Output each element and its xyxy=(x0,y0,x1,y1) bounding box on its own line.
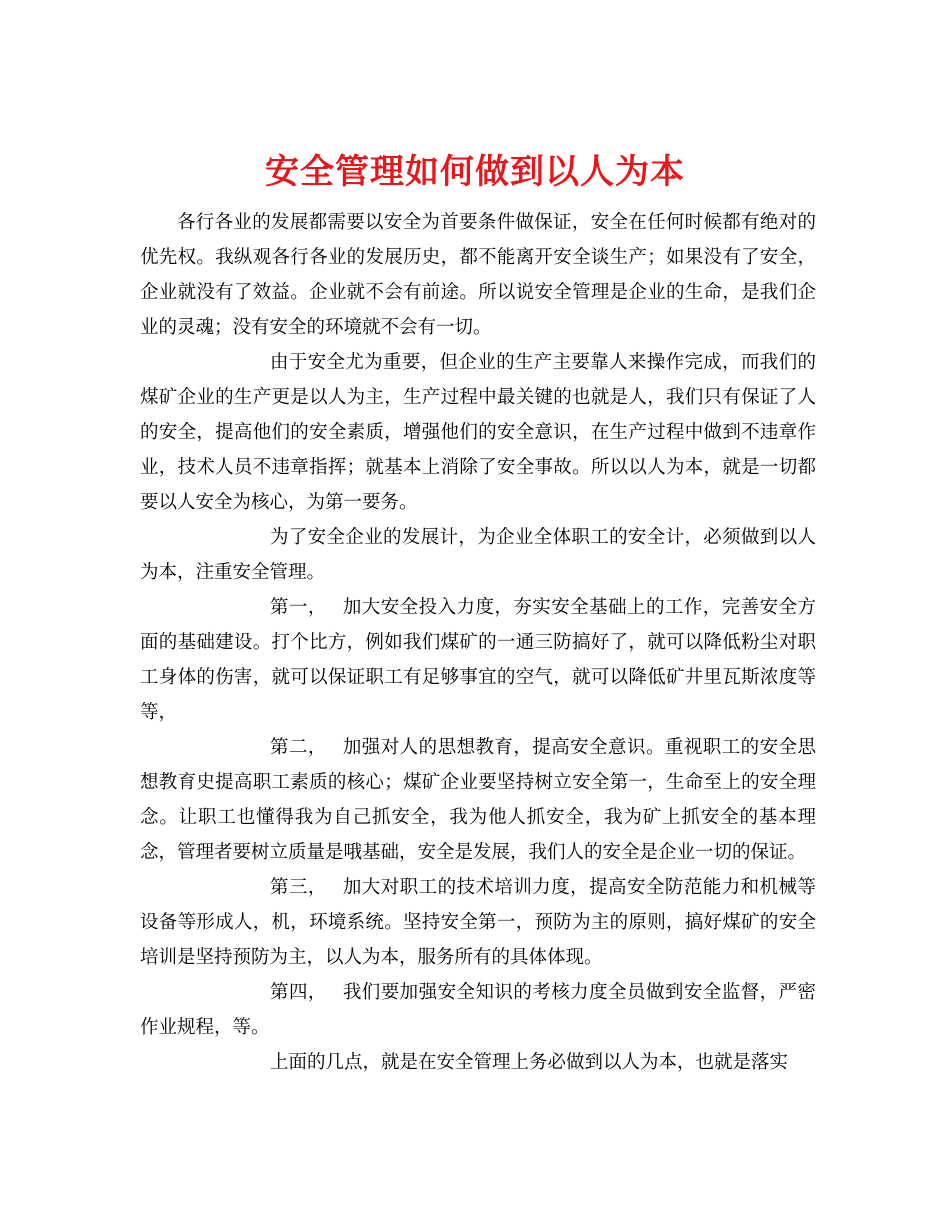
paragraph-point-1: 第一， 加大安全投入力度，夯实安全基础上的工作，完善安全方面的基础建设。打个比方，例如我们煤矿的一通三防搞好了，就可以降低粉尘对职工身体的伤害，就可以保证职工有足够事宜的空气，就可以降低矿井里瓦斯浓度等等， xyxy=(140,597,816,723)
paragraph-point-4: 第四， 我们要加强安全知识的考核力度全员做到安全监督，严密作业规程，等。 xyxy=(140,982,816,1038)
document-title: 安全管理如何做到以人为本 xyxy=(265,151,685,192)
paragraph-conclusion: 上面的几点，就是在安全管理上务必做到以人为本，也就是落实 xyxy=(270,1052,789,1073)
document-body xyxy=(140,205,816,1080)
paragraph-intro: 各行各业的发展都需要以安全为首要条件做保证，安全在任何时候都有绝对的优先权。我纵观各行各业的发展历史，都不能离开安全谈生产；如果没有了安全，企业就没有了效益。企业就不会有前途。所以说安全管理是企业的生命，是我们企业的灵魂；没有安全的环境就不会有一切。 xyxy=(140,212,816,338)
paragraph-importance: 由于安全尤为重要，但企业的生产主要靠人来操作完成，而我们的煤矿企业的生产更是以人为主，生产过程中最关键的也就是人，我们只有保证了人的安全，提高他们的安全素质，增强他们的安全意识，在生产过程中做到不违章作业，技术人员不违章指挥；就基本上消除了安全事故。所以以人为本，就是一切都要以人安全为核心，为第一要务。 xyxy=(140,352,816,513)
paragraph-point-2: 第二， 加强对人的思想教育，提高安全意识。重视职工的安全思想教育史提高职工素质的核心；煤矿企业要坚持树立安全第一，生命至上的安全理念。让职工也懂得我为自己抓安全，我为他人抓安全，我为矿上抓安全的基本理念，管理者要树立质量是哦基础，安全是发展，我们人的安全是企业一切的保证。 xyxy=(140,737,816,863)
paragraph-point-3: 第三， 加大对职工的技术培训力度，提高安全防范能力和机械等设备等形成人，机，环境系统。坚持安全第一，预防为主的原则，搞好煤矿的安全培训是坚持预防为主，以人为本，服务所有的具体体现。 xyxy=(140,877,816,968)
paragraph-purpose: 为了安全企业的发展计，为企业全体职工的安全计，必须做到以人为本，注重安全管理。 xyxy=(140,527,816,583)
